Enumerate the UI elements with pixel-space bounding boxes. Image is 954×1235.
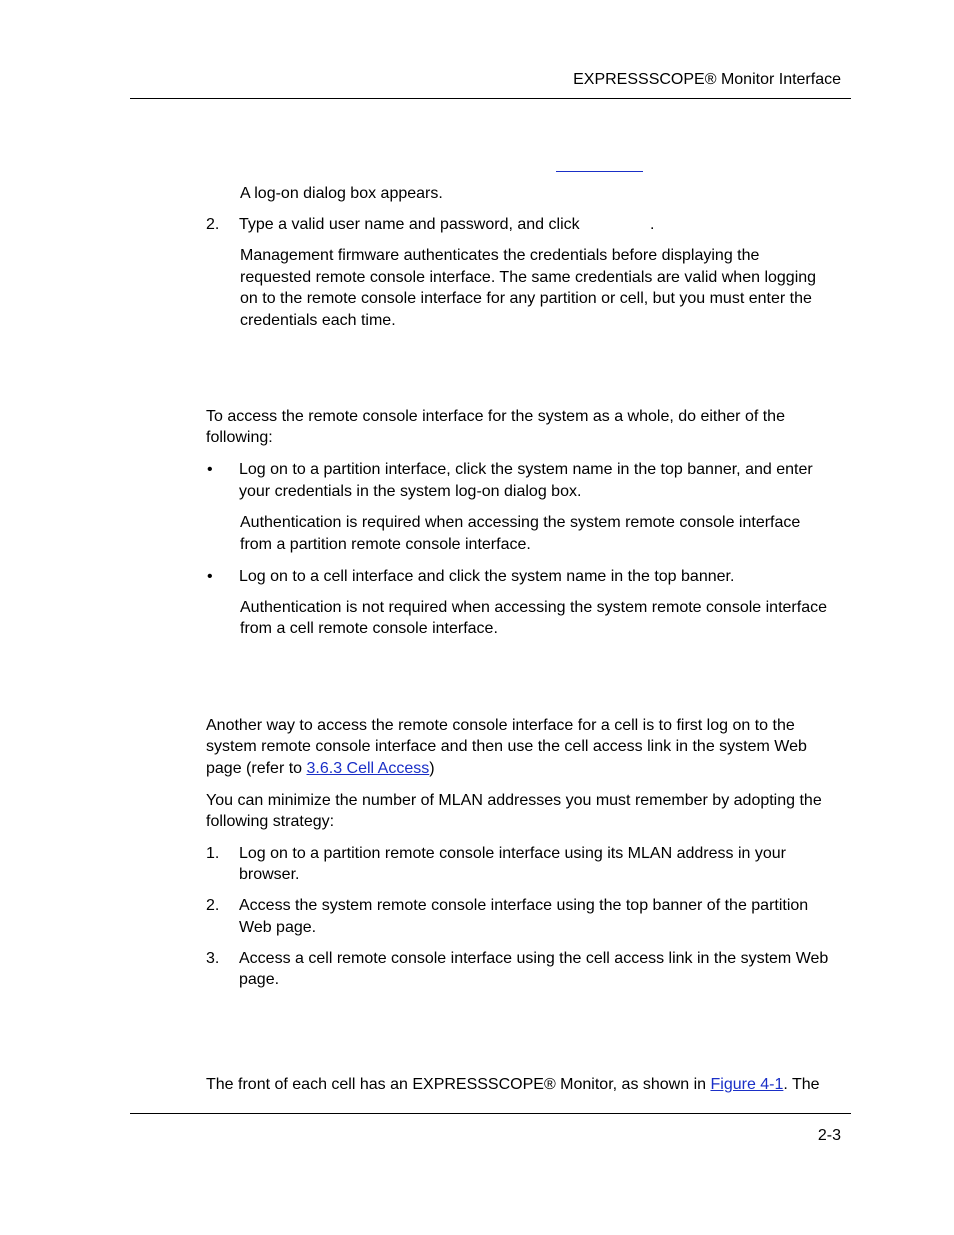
step-line: Access the system remote console interface using the top banner of the partition: [239, 897, 809, 914]
paragraph-text: ): [429, 760, 435, 777]
bullet-icon: •: [207, 461, 213, 478]
paragraph-line: Management firmware authenticates the credentials before displaying the: [240, 247, 760, 264]
paragraph-text: . The: [783, 1076, 820, 1093]
paragraph-line: following strategy:: [206, 813, 335, 830]
paragraph-line: on to the remote console interface for any partition or cell, but you must enter the: [240, 290, 812, 307]
paragraph-line: Another way to access the remote console interface for a cell is to first log on to the: [206, 717, 795, 734]
paragraph-line: credentials each time.: [240, 312, 396, 329]
paragraph-line: To access the remote console interface for the system as a whole, do either of the: [206, 408, 785, 425]
bullet-icon: •: [207, 568, 213, 585]
paragraph-line: system remote console interface and then use the cell access link in the system Web: [206, 738, 807, 755]
footer-rule: [130, 1113, 851, 1114]
step-note: A log-on dialog box appears.: [240, 185, 443, 202]
header-rule: [130, 98, 851, 99]
step-number: 1.: [206, 845, 220, 862]
step-line: Access a cell remote console interface using the cell access link in the system Web: [239, 950, 829, 967]
bullet-note-line: from a partition remote console interface.: [240, 536, 531, 553]
step-number: 2.: [206, 897, 220, 914]
step-text-end: .: [650, 216, 655, 233]
cell-access-link[interactable]: 3.6.3 Cell Access: [306, 760, 430, 777]
paragraph-line-with-link: [206, 758, 435, 780]
step-number: 2.: [206, 216, 220, 233]
figure-4-1-link[interactable]: Figure 4-1: [710, 1076, 784, 1093]
paragraph-text: page (refer to: [206, 760, 307, 777]
bullet-note-line: Authentication is not required when accessing the system remote console interface: [240, 599, 827, 616]
paragraph-text: The front of each cell has an EXPRESSSCOPE® Monitor, as shown in: [206, 1076, 711, 1093]
bullet-line: your credentials in the system log-on dialog box.: [239, 483, 582, 500]
paragraph-line: You can minimize the number of MLAN addresses you must remember by adopting the: [206, 792, 822, 809]
step-line: Web page.: [239, 919, 317, 936]
step-text: Type a valid user name and password, and click: [239, 216, 580, 233]
paragraph-line-with-link: [206, 1074, 820, 1096]
page-number: 2-3: [817, 1127, 841, 1144]
paragraph-line: following:: [206, 429, 273, 446]
step-line: Log on to a partition remote console interface using its MLAN address in your: [239, 845, 786, 862]
step-line: page.: [239, 971, 280, 988]
page-header-title: EXPRESSSCOPE® Monitor Interface: [573, 71, 841, 88]
bullet-line: Log on to a partition interface, click the system name in the top banner, and enter: [239, 461, 813, 478]
step-number: 3.: [206, 950, 220, 967]
step-line: browser.: [239, 866, 300, 883]
bullet-line: Log on to a cell interface and click the system name in the top banner.: [239, 568, 735, 585]
hidden-link-underline[interactable]: [556, 171, 643, 172]
bullet-note-line: from a cell remote console interface.: [240, 620, 498, 637]
bullet-note-line: Authentication is required when accessing the system remote console interface: [240, 514, 801, 531]
paragraph-line: requested remote console interface. The same credentials are valid when logging: [240, 269, 817, 286]
